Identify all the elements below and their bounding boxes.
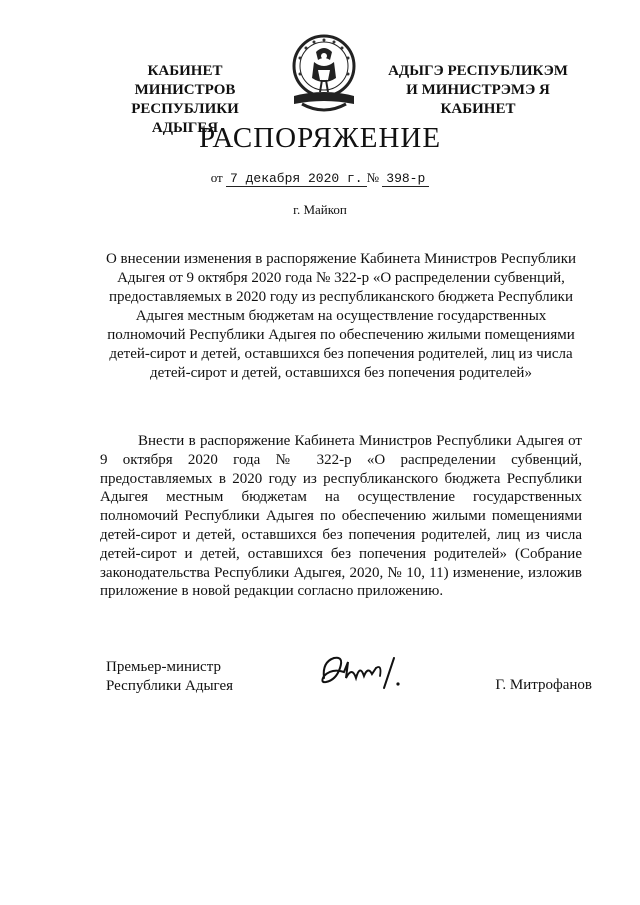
header-left-line1: КАБИНЕТ МИНИСТРОВ xyxy=(134,63,236,98)
header-right-line2: И МИНИСТРЭМЭ Я КАБИНЕТ xyxy=(406,82,550,117)
city: г. Майкоп xyxy=(293,202,347,217)
date-prefix: от xyxy=(210,170,223,185)
document-number: 398-р xyxy=(382,171,429,187)
document-title: РАСПОРЯЖЕНИЕ xyxy=(198,122,442,154)
signatory-position xyxy=(106,658,306,696)
handwritten-signature-icon xyxy=(318,648,413,696)
header-left-line2: РЕСПУБЛИКИ АДЫГЕЯ xyxy=(131,101,239,136)
number-prefix: № xyxy=(366,170,380,185)
document-subject: О внесении изменения в распоряжение Кабинета Министров Республики Адыгея от 9 октября 2020 года № 322-р «О распределении субвенций, предоставляемых в 2020 году из республиканского бюджета Республики Адыгея местным бюджетам на осуществление государственных полномочий Республики Адыгея по обеспечению жилыми помещениями детей-сирот и детей, оставшихся без попечения родителей, лиц из числа детей-сирот и детей, оставшихся без попечения родителей» xyxy=(105,251,577,381)
coat-of-arms-icon xyxy=(284,30,364,116)
signatory-name: Г. Митрофанов xyxy=(495,677,592,693)
document-date: 7 декабря 2020 г. xyxy=(226,171,367,187)
document-body: Внести в распоряжение Кабинета Министров Республики Адыгея от 9 октября 2020 года № 322-р «О распределении субвенций, предоставляемых в 2020 году из республиканского бюджета Республики Адыгея местным бюджетам на осуществление государственных полномочий Республики Адыгея по обеспечению жилыми помещениями детей-сирот и детей, оставшихся без попечения родителей, лиц из числа детей-сирот и детей, оставшихся без попечения родителей» (Собрание законодательства Республики Адыгея, 2020, № 10, 11) изменение, изложив приложение в новой редакции согласно приложению. xyxy=(100,433,582,600)
header-right xyxy=(372,62,584,119)
signatory-position-line1: Премьер-министр xyxy=(106,659,221,675)
signatory-position-line2: Республики Адыгея xyxy=(106,678,234,694)
date-line xyxy=(150,170,490,186)
header-right-line1: АДЫГЭ РЕСПУБЛИКЭМ xyxy=(388,63,568,79)
